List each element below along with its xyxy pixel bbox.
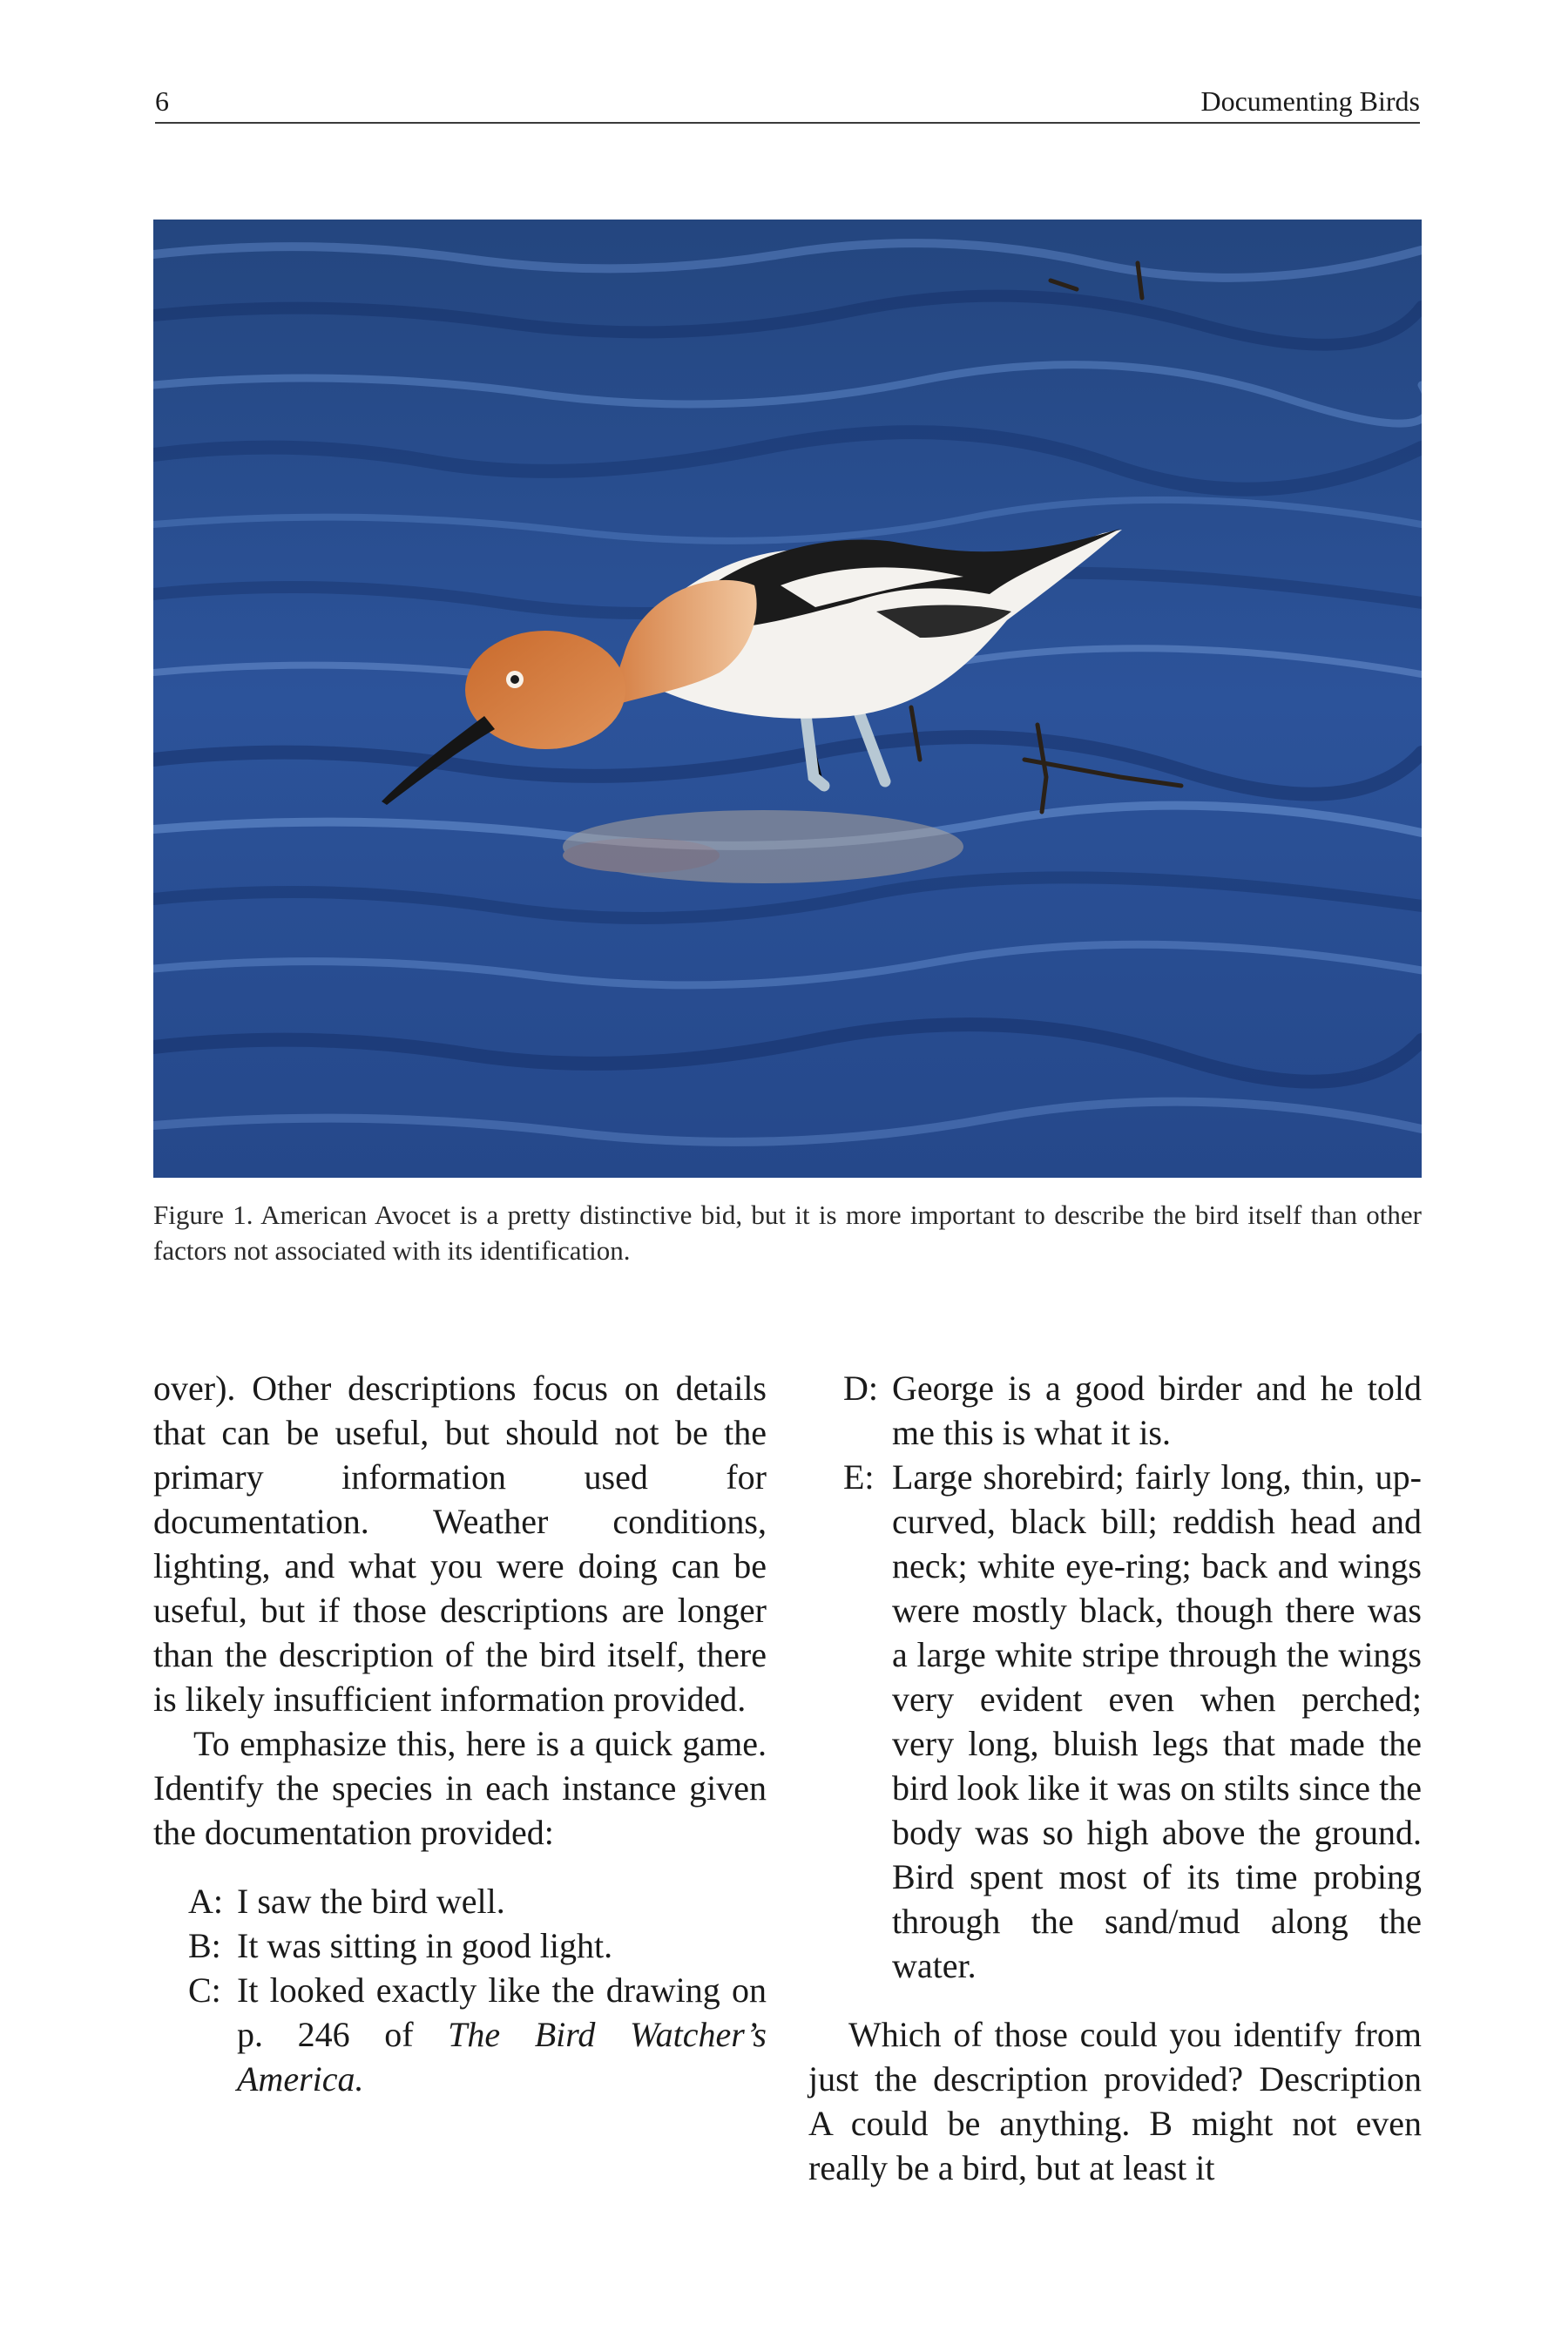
list-item-text-plain: It looked exactly like the drawing on p. 246 of [237,1970,767,2054]
list-item-text: George is a good birder and he told me this is what it is. [892,1369,1422,1452]
book-title-period: . [355,2059,364,2099]
list-item-label: C: [188,1970,221,2010]
list-item-text: Large shorebird; fairly long, thin, up-curved, black bill; reddish head and neck; white eye-ring; back and wings were mostly black, though there was a large white stripe through the wings very evident even when perched; very long, bluish legs that made the bird look like it was on stilts since the body was so high above the ground. Bird spent most of its time probing through the sand/mud along the water. [892,1457,1422,1985]
book-title: The Bird Watcher’s America [237,2015,767,2099]
list-item [808,1455,1422,1988]
documentation-examples-list [153,1879,767,2101]
list-item-label: E: [843,1457,875,1497]
bird-reflection [563,810,963,883]
figure-caption: Figure 1. American Avocet is a pretty distinctive bid, but it is more important to describe the bird itself than other factors not associated with its identification. [153,1200,1422,1266]
avocet-photo-illustration [153,220,1422,1178]
running-title: Documenting Birds [1200,85,1420,117]
list-item [188,1968,767,2101]
page-number: 6 [155,85,169,117]
right-column [808,1366,1422,2190]
body-paragraph: Which of those could you identify from just the description provided? Description A could be anything. B might not even really be a bird, but at least it [808,2015,1422,2187]
list-item-text: I saw the bird well. [237,1882,505,1921]
left-column [153,1366,767,2101]
list-item-text: It was sitting in good light. [237,1926,613,1965]
list-item-label: B: [188,1926,221,1965]
documentation-examples-list-continued [808,1366,1422,1988]
list-item-label: A: [188,1882,223,1921]
body-paragraph: over). Other descriptions focus on details that can be useful, but should not be the primary information used for documentation. Weather conditions, lighting, and what you were doing can be useful, but if those descriptions are longer than the description of the bird itself, there is likely insufficient information provided. [153,1369,767,1719]
list-item [808,1366,1422,1455]
list-item [188,1923,767,1968]
body-paragraph: To emphasize this, here is a quick game. Identify the species in each instance given the documentation provided: [153,1724,767,1852]
list-item-label: D: [843,1369,878,1408]
running-head [155,84,1420,124]
list-item-text [237,1968,767,2101]
list-item [188,1879,767,1923]
figure-avocet-photo [153,220,1422,1178]
